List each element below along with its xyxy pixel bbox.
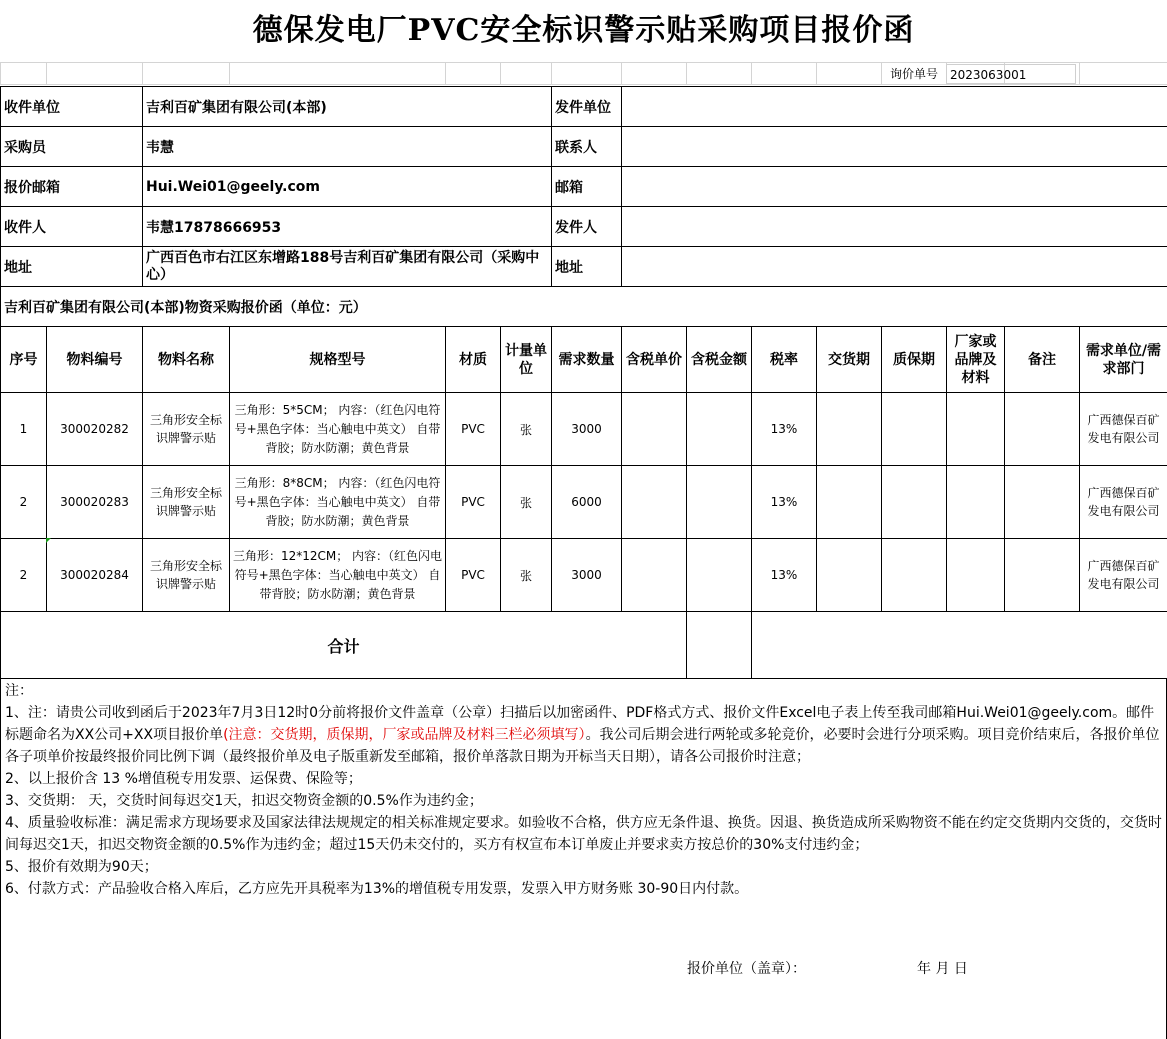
item-name: 三角形安全标识牌警示贴 [143,393,230,466]
column-header: 序号 [1,327,47,393]
delivery-cell[interactable] [817,466,882,539]
column-header: 计量单位 [501,327,552,393]
total-amount-cell[interactable] [687,612,752,679]
sender-unit-field[interactable] [622,87,1167,127]
note-item-6: 6、付款方式：产品验收合格入库后，乙方应先开具税率为13%的增值税专用发票，发票入甲方财务账 30-90日内付款。 [5,881,749,897]
document-title: 德保发电厂PVC安全标识警示贴采购项目报价函 [252,13,915,48]
column-header: 需求单位/需求部门 [1080,327,1167,393]
brand-cell[interactable] [947,393,1005,466]
info-label: 地址 [552,247,622,287]
item-no: 2 [1,539,47,612]
item-code: 300020284 [47,539,143,612]
item-material: PVC [446,393,501,466]
info-label: 报价邮箱 [1,167,143,207]
item-dept: 广西德保百矿发电有限公司 [1080,393,1167,466]
info-label: 邮箱 [552,167,622,207]
item-no: 2 [1,466,47,539]
address-field[interactable] [622,247,1167,287]
remark-cell[interactable] [1005,393,1080,466]
amount-cell[interactable] [687,539,752,612]
info-value[interactable]: 吉利百矿集团有限公司(本部) [143,87,552,127]
inquiry-number[interactable]: 2023063001 [946,64,1076,84]
remark-cell[interactable] [1005,539,1080,612]
warranty-cell[interactable] [882,393,947,466]
item-tax-rate: 13% [752,466,817,539]
column-header: 厂家或品牌及材料 [947,327,1005,393]
column-header: 材质 [446,327,501,393]
amount-cell[interactable] [687,466,752,539]
item-spec: 三角形：8*8CM； 内容：（红色闪电符号+黑色字体：当心触电中英文） 自带背胶；防水防潮；黄色背景 [230,466,446,539]
section-title: 吉利百矿集团有限公司(本部)物资采购报价函（单位：元） [1,287,1167,327]
note-item-2: 2、以上报价含 13 %增值税专用发票、运保费、保险等； [5,771,362,787]
total-table [0,611,1167,679]
column-header: 质保期 [882,327,947,393]
info-value[interactable]: 韦慧 [143,127,552,167]
item-qty: 3000 [552,393,622,466]
column-header: 含税单价 [622,327,687,393]
info-value[interactable]: Hui.Wei01@geely.com [143,167,552,207]
info-label: 收件单位 [1,87,143,127]
item-unit: 张 [501,539,552,612]
header-info-table [0,86,1167,327]
item-material: PVC [446,466,501,539]
info-label: 发件人 [552,207,622,247]
total-label: 合计 [1,612,687,679]
contact-field[interactable] [622,127,1167,167]
column-header: 规格型号 [230,327,446,393]
column-header: 需求数量 [552,327,622,393]
info-label: 收件人 [1,207,143,247]
info-row-email [1,167,1167,207]
total-row [1,612,1167,679]
note-1-part-b: 。我公司后期会进行两轮或多轮竞价，必要时会进行分项采购。项目竞价结束后，各报价单位各子项单价按最终报价同比例下调（最终报价单及电子版重新发至邮箱，报价单落款日期为开标当天日期），请各公司报价时注意； [5,727,1160,765]
table-header-row [1,327,1167,393]
item-unit: 张 [501,466,552,539]
brand-cell[interactable] [947,539,1005,612]
table-row [1,466,1167,539]
item-dept: 广西德保百矿发电有限公司 [1080,466,1167,539]
section-title-row [1,287,1167,327]
note-item-4: 4、质量验收标准：满足需求方现场要求及国家法律法规规定的相关标准规定要求。如验收不合格，供方应无条件退、换货。因退、换货造成所采购物资不能在约定交货期内交货的，交货时间每迟交1天，扣迟交物资金额的0.5%作为违约金；超过15天仍未交付的，买方有权宣布本订单废止并要求卖方按总价的30%支付违约金； [5,815,1162,853]
note-1-warning: (注意：交货期，质保期，厂家或品牌及材料三栏必须填写） [223,727,586,743]
item-tax-rate: 13% [752,393,817,466]
info-label: 采购员 [1,127,143,167]
column-header: 物料编号 [47,327,143,393]
note-1-part-a: 1、注：请贵公司收到函后于2023年7月3日12时0分前将报价文件盖章（公章）扫描后以加密函件、PDF格式方式、报价文件Excel电子表上传至我司邮箱Hui.Wei01@geely.com。邮件标题命名为XX公司+XX项目报价单 [5,705,1155,743]
note-item-5: 5、报价有效期为90天； [5,859,158,875]
table-row [1,393,1167,466]
column-header: 含税金额 [687,327,752,393]
info-label: 联系人 [552,127,622,167]
column-header: 物料名称 [143,327,230,393]
info-row-recipient-unit [1,87,1167,127]
amount-cell[interactable] [687,393,752,466]
table-row [1,539,1167,612]
unit-price-cell[interactable] [622,393,687,466]
brand-cell[interactable] [947,466,1005,539]
item-material: PVC [446,539,501,612]
info-row-receiver [1,207,1167,247]
unit-price-cell[interactable] [622,466,687,539]
inquiry-label: 询价单号 [890,67,939,81]
notes-text [5,680,1163,900]
info-value[interactable]: 韦慧17878666953 [143,207,552,247]
item-name: 三角形安全标识牌警示贴 [143,539,230,612]
notes-section [0,678,1167,1039]
info-label: 地址 [1,247,143,287]
item-code: 300020283 [47,466,143,539]
info-row-address [1,247,1167,287]
info-row-buyer [1,127,1167,167]
remark-cell[interactable] [1005,466,1080,539]
email-field[interactable] [622,167,1167,207]
warranty-cell[interactable] [882,539,947,612]
item-spec: 三角形：12*12CM； 内容：（红色闪电符号+黑色字体：当心触电中英文） 自带背胶；防水防潮；黄色背景 [230,539,446,612]
info-value[interactable]: 广西百色市右江区东增路188号吉利百矿集团有限公司（采购中心） [143,247,552,287]
item-qty: 6000 [552,466,622,539]
notes-heading: 注： [5,683,33,699]
column-header: 交货期 [817,327,882,393]
warranty-cell[interactable] [882,466,947,539]
delivery-cell[interactable] [817,393,882,466]
total-blank-cell [752,612,1167,679]
note-item-3: 3、交货期： 天，交货时间每迟交1天，扣迟交物资金额的0.5%作为违约金； [5,793,483,809]
note-item-1 [5,702,1163,768]
sender-field[interactable] [622,207,1167,247]
info-label: 发件单位 [552,87,622,127]
item-name: 三角形安全标识牌警示贴 [143,466,230,539]
item-spec: 三角形：5*5CM； 内容：（红色闪电符号+黑色字体：当心触电中英文） 自带背胶；防水防潮；黄色背景 [230,393,446,466]
delivery-cell[interactable] [817,539,882,612]
item-unit: 张 [501,393,552,466]
column-header: 税率 [752,327,817,393]
cell-comment-marker-icon [46,538,51,543]
column-header: 备注 [1005,327,1080,393]
item-qty: 3000 [552,539,622,612]
item-code: 300020282 [47,393,143,466]
items-table [0,326,1167,612]
signature-label: 报价单位（盖章）： [687,961,806,977]
unit-price-cell[interactable] [622,539,687,612]
item-dept: 广西德保百矿发电有限公司 [1080,539,1167,612]
item-tax-rate: 13% [752,539,817,612]
item-no: 1 [1,393,47,466]
signature-date: 年 月 日 [917,961,968,977]
